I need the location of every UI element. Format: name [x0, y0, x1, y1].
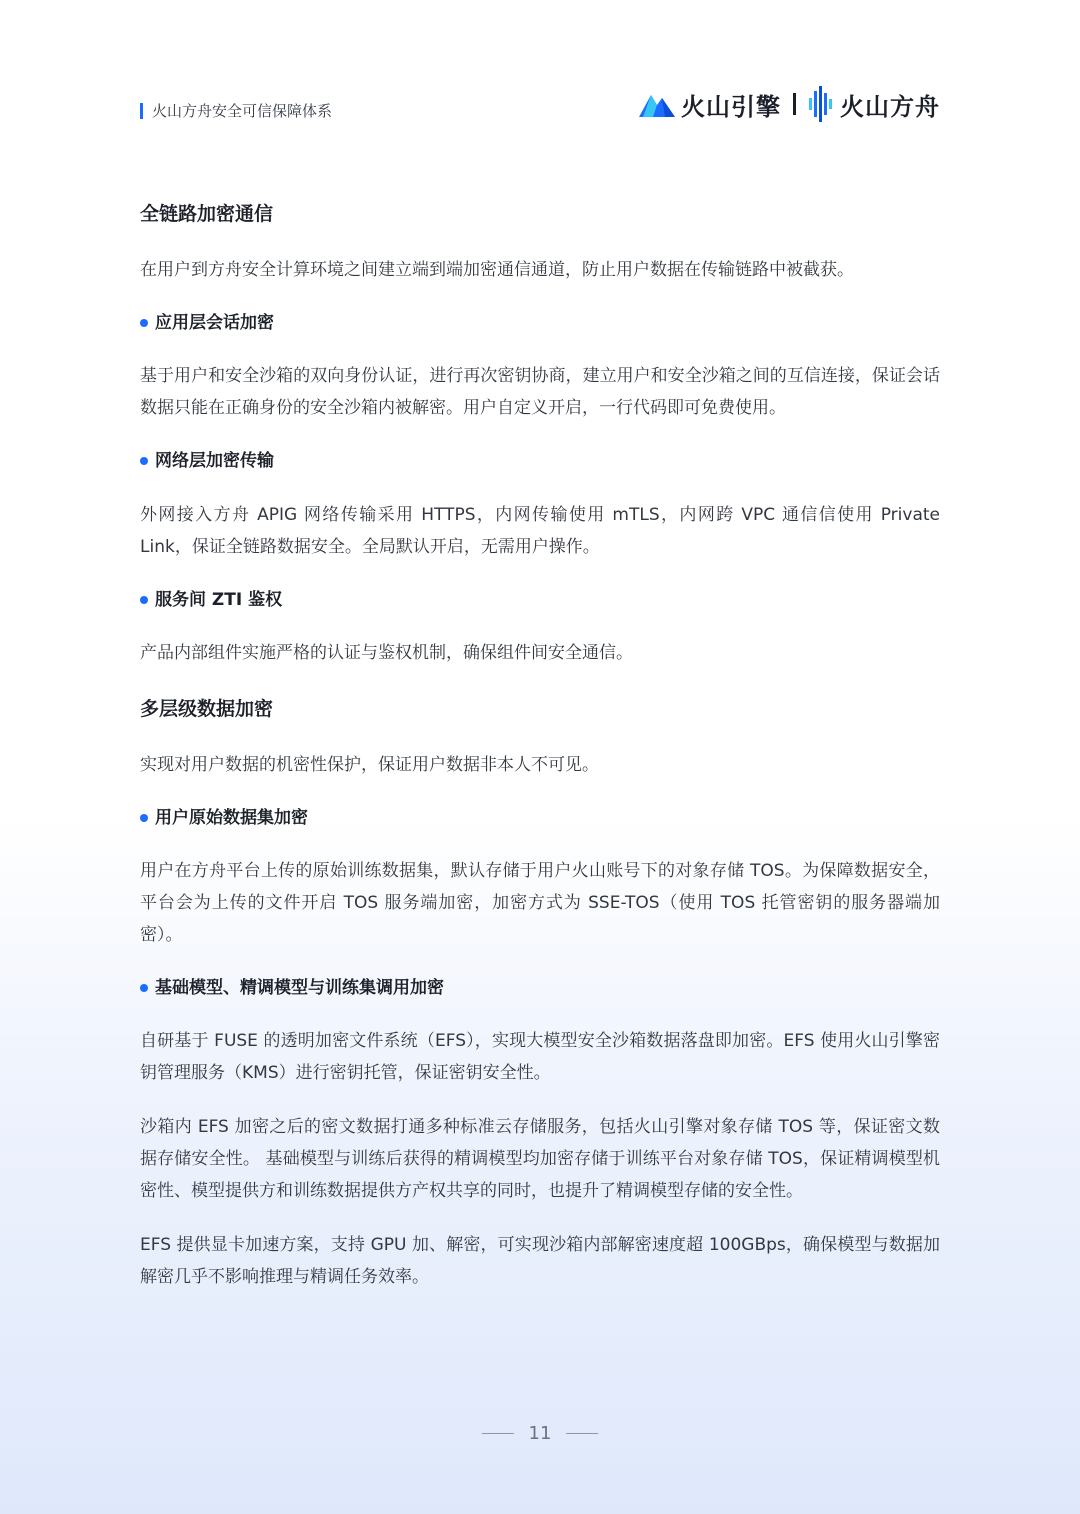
mountain-logo-icon	[639, 91, 675, 117]
paragraph: 用户在方舟平台上传的原始训练数据集，默认存储于用户火山账号下的对象存储 TOS。为保障数据安全，平台会为上传的文件开启 TOS 服务端加密，加密方式为 SSE-TOS（使用 TOS 托管密钥的服务器端加密）。	[140, 861, 940, 945]
brand-name-ark: 火山方舟	[840, 92, 940, 121]
footer-rule-right	[566, 1433, 598, 1434]
subsection-title: 基础模型、精调模型与训练集调用加密	[155, 978, 444, 998]
brand-separator	[793, 93, 796, 115]
subsection-heading	[140, 308, 940, 338]
subsection-title: 服务间 ZTI 鉴权	[155, 590, 283, 610]
bullet-dot-icon	[140, 457, 148, 465]
document-body	[140, 196, 940, 1293]
subsection-title: 用户原始数据集加密	[155, 808, 308, 828]
subsection-heading	[140, 585, 940, 615]
paragraph: 产品内部组件实施严格的认证与鉴权机制，确保组件间安全通信。	[140, 643, 633, 663]
paragraph: 自研基于 FUSE 的透明加密文件系统（EFS），实现大模型安全沙箱数据落盘即加密。EFS 使用火山引擎密钥管理服务（KMS）进行密钥托管，保证密钥安全性。	[140, 1031, 940, 1083]
footer-rule-left	[482, 1433, 514, 1434]
subsection-heading	[140, 803, 940, 833]
brand-logos	[639, 84, 940, 124]
subsection-title: 网络层加密传输	[155, 451, 274, 471]
page-footer	[0, 1418, 1080, 1448]
paragraph: 沙箱内 EFS 加密之后的密文数据打通多种标准云存储服务，包括火山引擎对象存储 TOS 等，保证密文数据存储安全性。 基础模型与训练后获得的精调模型均加密存储于训练平台对象存储 TOS，保证精调模型机密性、模型提供方和训练数据提供方产权共享的同时，也提升了精调模型存储的安全性。	[140, 1117, 940, 1201]
section-heading-encrypted-communication: 全链路加密通信	[140, 203, 274, 225]
bullet-dot-icon	[140, 319, 148, 327]
subsection-title: 应用层会话加密	[155, 313, 274, 333]
header-section-label	[140, 100, 332, 121]
paragraph: EFS 提供显卡加速方案，支持 GPU 加、解密，可实现沙箱内部解密速度超 100GBps，确保模型与数据加解密几乎不影响推理与精调任务效率。	[140, 1235, 940, 1287]
paragraph: 在用户到方舟安全计算环境之间建立端到端加密通信通道，防止用户数据在传输链路中被截获。	[140, 260, 854, 280]
brand-name-volcengine: 火山引擎	[681, 92, 781, 121]
section-heading-multilevel-encryption: 多层级数据加密	[140, 698, 274, 720]
bullet-dot-icon	[140, 814, 148, 822]
bullet-dot-icon	[140, 984, 148, 992]
sound-bars-logo-icon	[808, 86, 834, 122]
paragraph: 实现对用户数据的机密性保护，保证用户数据非本人不可见。	[140, 755, 599, 775]
subsection-heading	[140, 973, 940, 1003]
paragraph: 基于用户和安全沙箱的双向身份认证，进行再次密钥协商，建立用户和安全沙箱之间的互信连接，保证会话数据只能在正确身份的安全沙箱内被解密。用户自定义开启，一行代码即可免费使用。	[140, 366, 940, 418]
page-number: 11	[528, 1422, 552, 1444]
header-accent-bar	[140, 103, 143, 119]
bullet-dot-icon	[140, 596, 148, 604]
section-title: 火山方舟安全可信保障体系	[152, 102, 333, 120]
paragraph: 外网接入方舟 APIG 网络传输采用 HTTPS，内网传输使用 mTLS，内网跨 VPC 通信信使用 Private Link，保证全链路数据安全。全局默认开启，无需用户操作。	[140, 505, 940, 557]
subsection-heading	[140, 446, 940, 476]
